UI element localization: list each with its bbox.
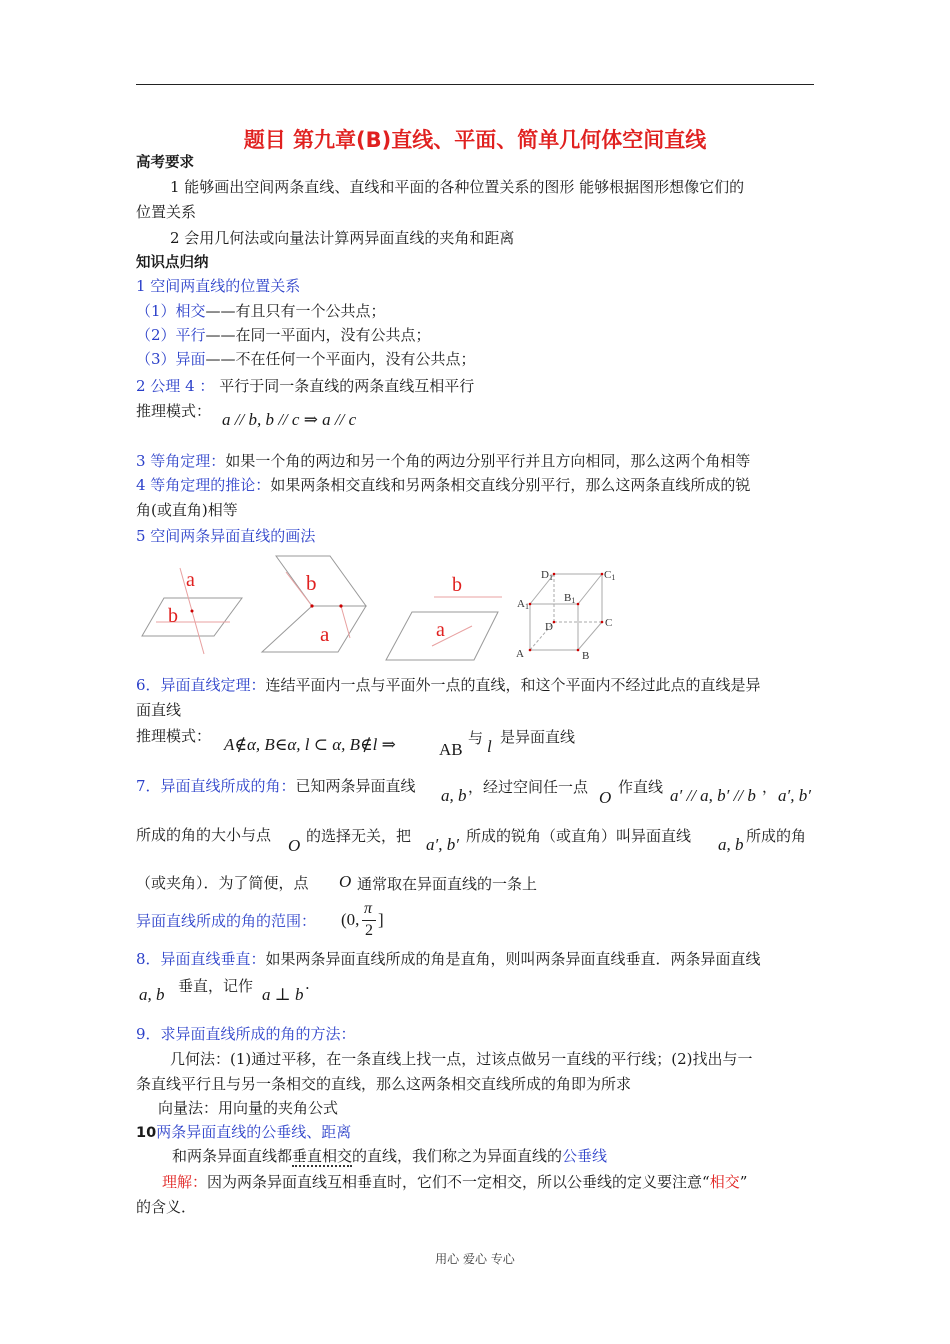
cube-figure bbox=[530, 574, 602, 650]
fig3-label-a: a bbox=[436, 619, 445, 641]
range-fraction-bar bbox=[362, 920, 376, 921]
point-7-text-g: 所成的角 bbox=[746, 827, 807, 845]
point-7-text-f: 所成的锐角（或直角）叫异面直线 bbox=[466, 827, 692, 845]
fig2-label-b: b bbox=[306, 571, 317, 595]
point-2: 2 公理 4 ： 平行于同一条直线的两条直线互相平行 bbox=[136, 377, 475, 395]
cube-label-A1: A1 bbox=[517, 598, 529, 611]
page-footer: 用心 爱心 专心 bbox=[435, 1252, 515, 1266]
figure-3 bbox=[386, 574, 502, 660]
cube-label-C1: C1 bbox=[604, 569, 616, 582]
point-1-heading: 1 空间两直线的位置关系 bbox=[136, 277, 301, 295]
point-7-f3: a′, b′ bbox=[426, 835, 459, 854]
point-7-O3: O bbox=[339, 872, 352, 891]
requirement-1: 1 能够画出空间两条直线、直线和平面的各种位置关系的图形 能够根据图形想像它们的 bbox=[170, 178, 745, 196]
point-7-text-c: 作直线 bbox=[618, 778, 664, 796]
point-6-l: l bbox=[487, 737, 492, 756]
cube-label-D: D bbox=[545, 621, 553, 633]
point-9-vector: 向量法：用向量的夹角公式 bbox=[158, 1099, 339, 1117]
requirements-heading: 高考要求 bbox=[136, 155, 194, 171]
understanding: 理解：因为两条异面直线互相垂直时，它们不一定相交，所以公垂线的定义要注意“相交” bbox=[162, 1173, 748, 1191]
point-8-formula: a ⊥ b bbox=[262, 985, 304, 1004]
point-8-text-b: 垂直，记作 bbox=[178, 977, 254, 995]
point-2-mode: 推理模式： bbox=[136, 402, 212, 420]
point-7-f2: a′, b′ bbox=[778, 786, 811, 805]
point-6-cont: 面直线 bbox=[136, 701, 182, 719]
range-label: 异面直线所成的角的范围： bbox=[136, 912, 317, 930]
understanding-cont: 的含义． bbox=[136, 1198, 197, 1216]
point-7-f1: a′ // a, b′ // b bbox=[670, 786, 756, 805]
range-denominator: 2 bbox=[365, 922, 373, 939]
point-9-heading: 9．求异面直线所成的角的方法： bbox=[136, 1025, 356, 1043]
point-7-ab2: a, b bbox=[718, 835, 744, 854]
point-7-text-e: 的选择无关，把 bbox=[306, 827, 412, 845]
point-6-ab: AB bbox=[439, 740, 463, 759]
header-rule bbox=[136, 84, 814, 85]
knowledge-heading: 知识点归纳 bbox=[136, 255, 209, 271]
point-1b: （2）平行——在同一平面内，没有公共点； bbox=[136, 326, 431, 344]
page-title: 题目 第九章(B)直线、平面、简单几何体空间直线 bbox=[243, 128, 707, 152]
range-open: (0, bbox=[341, 910, 360, 929]
point-8-ab: a, b bbox=[139, 985, 165, 1004]
point-5-heading: 5 空间两条异面直线的画法 bbox=[136, 527, 316, 545]
point-7-text-d: 所成的角的大小与点 bbox=[136, 826, 272, 844]
cube-label-B: B bbox=[582, 650, 590, 662]
point-10-heading: 10两条异面直线的公垂线、距离 bbox=[136, 1123, 352, 1141]
point-7-O1: O bbox=[599, 788, 612, 807]
point-10-definition: 和两条异面直线都垂直相交的直线，我们称之为异面直线的公垂线 bbox=[172, 1147, 608, 1165]
cube-label-C: C bbox=[605, 617, 613, 629]
point-7-text-b: ，经过空间任一点 bbox=[468, 778, 589, 796]
cube-label-B1: B1 bbox=[564, 592, 576, 605]
figure-1 bbox=[142, 568, 242, 654]
point-4: 4 等角定理的推论：如果两条相交直线和另两条相交直线分别平行，那么这两条直线所成的锐 bbox=[136, 476, 751, 494]
point-8: 8．异面直线垂直：如果两条异面直线所成的角是直角，则叫两条异面直线垂直．两条异面直线 bbox=[136, 950, 761, 968]
fig3-label-b: b bbox=[452, 574, 462, 596]
point-9-geometry-cont: 条直线平行且与另一条相交的直线，那么这两条相交直线所成的角即为所求 bbox=[136, 1075, 632, 1093]
range-close: ] bbox=[378, 910, 384, 929]
skew-lines-figures bbox=[136, 550, 636, 670]
point-7-label: 7．异面直线所成的角：已知两条异面直线 bbox=[136, 777, 416, 795]
fig1-label-b: b bbox=[168, 605, 178, 627]
point-6-formula: A∉α, B∈α, l ⊂ α, B∉l ⇒ bbox=[224, 735, 396, 754]
point-1a: （1）相交——有且只有一个公共点； bbox=[136, 302, 386, 320]
point-2-formula: a // b, b // c ⇒ a // c bbox=[222, 410, 357, 429]
point-6-tail: 是异面直线 bbox=[500, 728, 576, 746]
point-7-text-i: 通常取在异面直线的一条上 bbox=[357, 875, 538, 893]
point-8-dot: . bbox=[305, 975, 310, 993]
requirement-2: 2 会用几何法或向量法计算两异面直线的夹角和距离 bbox=[170, 229, 515, 247]
point-7-comma: ， bbox=[762, 778, 778, 796]
requirement-1-cont: 位置关系 bbox=[136, 203, 197, 221]
figure-2 bbox=[262, 556, 366, 652]
cube-label-D1: D1 bbox=[541, 569, 553, 582]
point-7-ab1: a, b bbox=[441, 786, 467, 805]
fig2-label-a: a bbox=[320, 622, 330, 646]
point-9-geometry: 几何法：(1)通过平移，在一条直线上找一点，过该点做另一直线的平行线；(2)找出与一 bbox=[170, 1050, 753, 1068]
cube-label-A: A bbox=[516, 648, 524, 660]
point-7-text-h: （或夹角）．为了简便，点 bbox=[136, 874, 309, 892]
point-3: 3 等角定理：如果一个角的两边和另一个角的两边分别平行并且方向相同，那么这两个角相等 bbox=[136, 452, 751, 470]
point-6-mode: 推理模式： bbox=[136, 727, 212, 745]
point-7-O2: O bbox=[288, 836, 301, 855]
point-4-cont: 角(或直角)相等 bbox=[136, 501, 238, 519]
point-1c: （3）异面——不在任何一个平面内，没有公共点； bbox=[136, 350, 476, 368]
fig1-label-a: a bbox=[186, 569, 195, 591]
point-6: 6．异面直线定理：连结平面内一点与平面外一点的直线，和这个平面内不经过此点的直线是异 bbox=[136, 676, 761, 694]
range-numerator: π bbox=[364, 900, 373, 917]
point-6-with: 与 bbox=[468, 729, 484, 747]
